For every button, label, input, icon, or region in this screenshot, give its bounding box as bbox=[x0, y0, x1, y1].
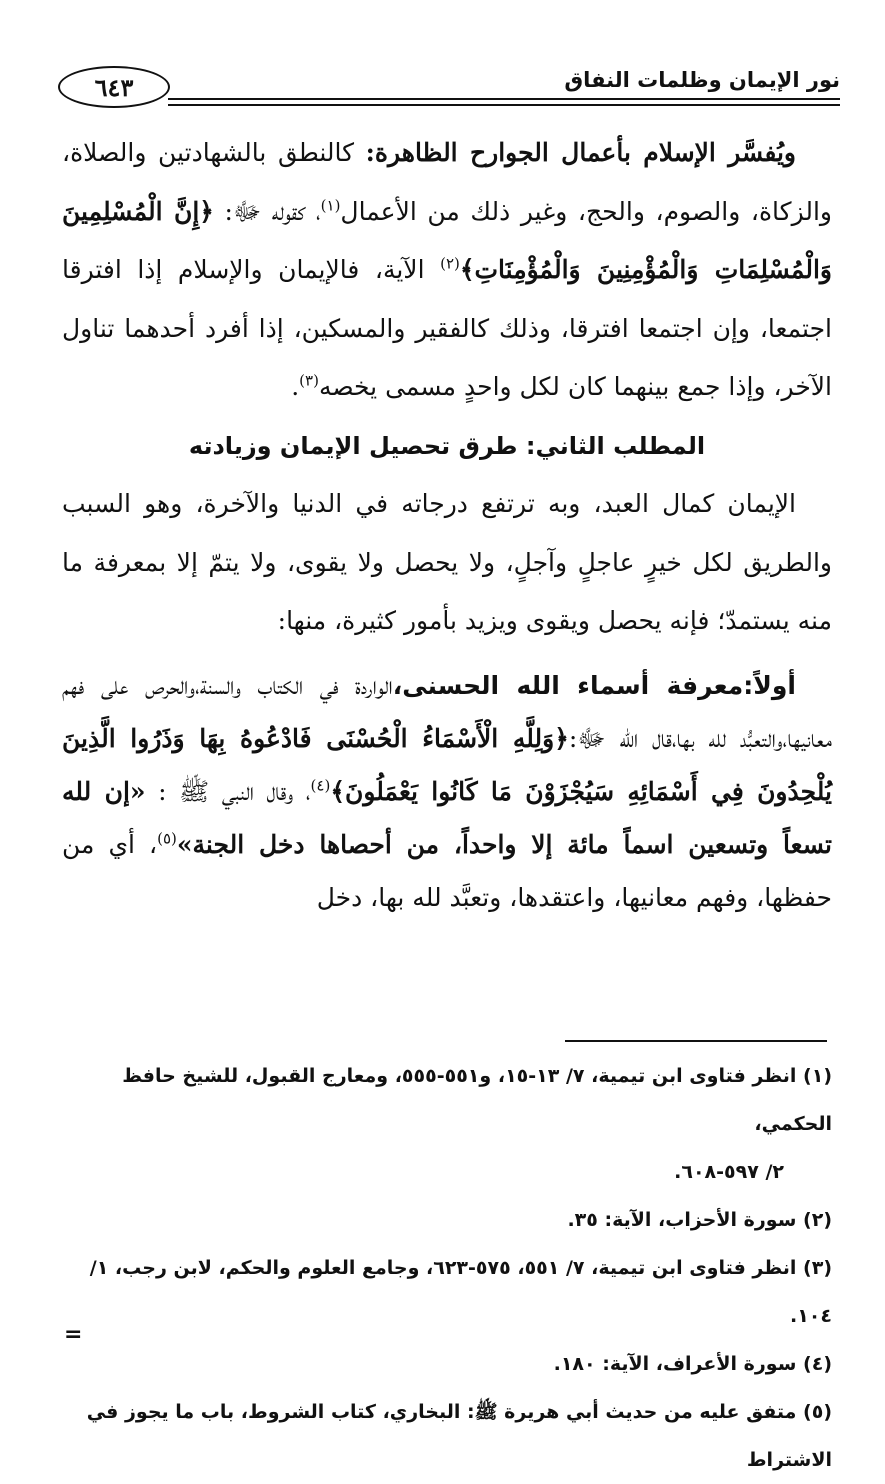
footnote-1-continuation: ٢/ ٥٩٧-٦٠٨. bbox=[674, 1161, 784, 1183]
page-header bbox=[58, 62, 840, 112]
footnote-text: انظر فتاوى ابن تيمية، ٧/ ٥٥١، ٥٧٥-٦٢٣، وجامع العلوم والحكم، لابن رجب، ١/ ١٠٤. bbox=[89, 1257, 832, 1327]
hadith-quote: «إن لله تسعاً وتسعين اسماً مائة إلا واحداً، من أحصاها دخل الجنة» bbox=[62, 776, 832, 859]
text-run: الآية، فالإيمان والإسلام إذا افترقا اجتمعا، وإن اجتمعا افترقا، وذلك كالفقير والمسكين، إذا أفرد أحدهما تناول الآخر، وإذا جمع بينهما كان لكل واحدٍ مسمى يخصه bbox=[62, 255, 832, 401]
main-text bbox=[62, 124, 832, 924]
text-run: ، كقوله ﷻ: bbox=[213, 196, 321, 226]
text-run: ، وقال النبي ﷺ : bbox=[145, 776, 311, 806]
paragraph-iman-perfection: الإيمان كمال العبد، وبه ترتفع درجاته في الدنيا والآخرة، وهو السبب والطريق لكل خيرٍ عاجلٍ وآجلٍ، ولا يحصل ولا يقوى، ولا يتمّ إلا بمعرفة ما منه يستمدّ؛ فإنه يحصل ويقوى ويزيد بأمور كثيرة، منها: bbox=[62, 489, 832, 635]
footnote-2 bbox=[62, 1196, 832, 1244]
footnote-ref-1[interactable]: (١) bbox=[320, 196, 341, 215]
footnote-4 bbox=[62, 1340, 832, 1388]
footnote-number: (١) bbox=[803, 1065, 832, 1087]
text-run: . bbox=[291, 372, 300, 401]
footnotes bbox=[62, 1052, 832, 1484]
footnote-5 bbox=[62, 1388, 832, 1484]
footnote-text: متفق عليه من حديث أبي هريرة ﷺ: البخاري، كتاب الشروط، باب ما يجوز في الاشتراط bbox=[86, 1401, 832, 1471]
footnote-text: انظر فتاوى ابن تيمية، ٧/ ١٣-١٥، و٥٥١-٥٥٥، ومعارج القبول، للشيخ حافظ الحكمي، bbox=[122, 1065, 832, 1135]
footnote-ref-4[interactable]: (٤) bbox=[310, 776, 331, 795]
continuation-mark: = bbox=[64, 1322, 83, 1347]
text-run: ، أي من حفظها، وفهم معانيها، واعتقدها، وتعبَّد لله بها، دخل bbox=[62, 829, 832, 912]
footnote-ref-2[interactable]: (٢) bbox=[440, 254, 460, 273]
footnote-text: سورة الأحزاب، الآية: ٣٥. bbox=[567, 1209, 797, 1231]
section-heading: المطلب الثاني: طرق تحصيل الإيمان وزيادته bbox=[188, 431, 706, 460]
quran-verse: ﴿وَلِلَّهِ الْأَسْمَاءُ الْحُسْنَى فَادْعُوهُ بِهَا وَذَرُوا الَّذِينَ يُلْحِدُونَ فِي أَسْمَائِهِ سَيُجْزَوْنَ مَا كَانُوا يَعْمَلُونَ﴾ bbox=[62, 723, 833, 806]
footnote-number: (٥) bbox=[803, 1401, 832, 1423]
footnote-3 bbox=[62, 1244, 832, 1340]
footnote-number: (٢) bbox=[803, 1209, 832, 1231]
page-number-oval bbox=[58, 66, 170, 108]
paragraph-lead: أولاً:معرفة أسماء الله الحسنى، bbox=[392, 670, 796, 700]
footnote-number: (٣) bbox=[803, 1257, 832, 1279]
paragraph-first-method bbox=[62, 659, 832, 924]
footnote-number: (٤) bbox=[803, 1353, 832, 1375]
paragraph-islam-definition bbox=[62, 124, 832, 417]
footnote-separator bbox=[565, 1040, 827, 1042]
paragraph-lead: ويُفسَّر الإسلام بأعمال الجوارح الظاهرة: bbox=[365, 138, 797, 167]
page-number: ٦٤٣ bbox=[94, 72, 134, 102]
text-run: الواردة في الكتاب والسنة،والحرص على فهم معانيها،والتعبُّد لله بها،قال الله ﷻ: bbox=[62, 670, 832, 753]
quran-verse: ﴿إِنَّ الْمُسْلِمِينَ وَالْمُسْلِمَاتِ وَالْمُؤْمِنِينَ وَالْمُؤْمِنَاتِ﴾ bbox=[62, 196, 833, 284]
running-book-title: نور الإيمان وظلمات النفاق bbox=[554, 68, 840, 92]
footnote-text: سورة الأعراف، الآية: ١٨٠. bbox=[553, 1353, 797, 1375]
header-double-rule bbox=[168, 98, 840, 106]
text-run: كالنطق بالشهادتين والصلاة، والزكاة، والصوم، والحج، وغير ذلك من الأعمال bbox=[62, 138, 833, 226]
footnote-1 bbox=[62, 1052, 832, 1148]
footnote-ref-5[interactable]: (٥) bbox=[157, 829, 177, 848]
footnote-ref-3[interactable]: (٣) bbox=[299, 371, 319, 390]
